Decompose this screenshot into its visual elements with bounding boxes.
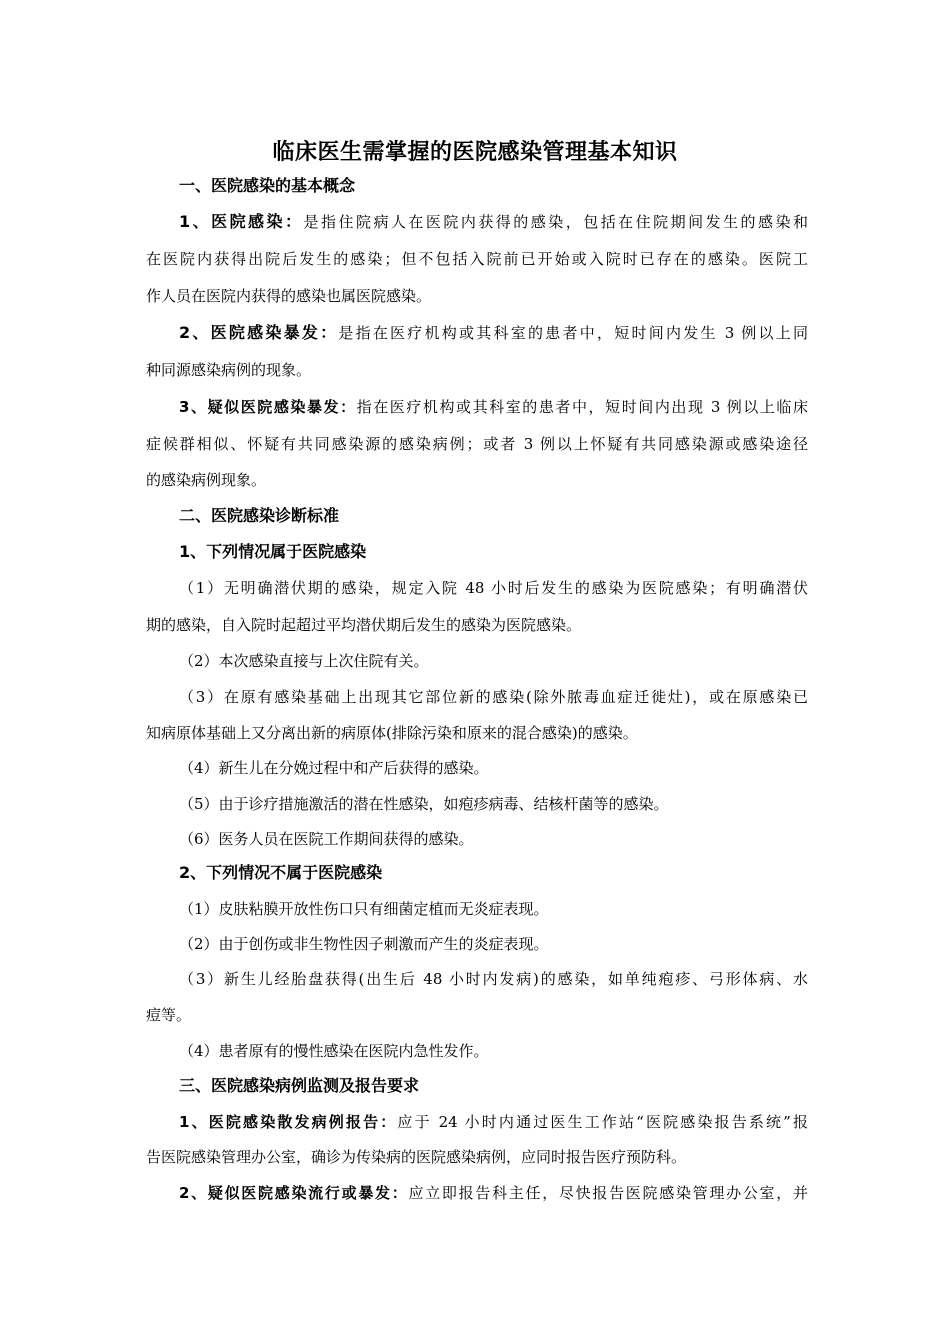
paragraph-3-line-1 — [179, 396, 808, 418]
report-1-line-1 — [179, 1111, 808, 1133]
paragraph-1-line-2: 在医院内获得出院后发生的感染；但不包括入院前已开始或入院时已存在的感染。医院工 — [146, 250, 808, 268]
section-heading-1: 一、医院感染的基本概念 — [179, 176, 356, 195]
paragraph-1-line-3: 作人员在医院内获得的感染也属医院感染。 — [146, 287, 432, 305]
paragraph-2-line-1 — [179, 322, 808, 344]
term-suspected-outbreak: 3、疑似医院感染暴发： — [179, 398, 357, 416]
criteria-3-line-2: 知病原体基础上又分离出新的病原体(排除污染和原来的混合感染)的感染。 — [146, 724, 638, 742]
subsection-heading-2-2: 2、下列情况不属于医院感染 — [179, 863, 383, 882]
criteria-1-line-2: 期的感染，自入院时起超过平均潜伏期后发生的感染为医院感染。 — [146, 616, 582, 634]
criteria-3-line-1: （3）在原有感染基础上出现其它部位新的感染(除外脓毒血症迁徙灶)，或在原感染已 — [179, 688, 808, 706]
paragraph-3-line-3: 的感染病例现象。 — [146, 471, 267, 489]
criteria-1-line-1: （1）无明确潜伏期的感染，规定入院 48 小时后发生的感染为医院感染；有明确潜伏 — [179, 579, 808, 597]
exclusion-4: （4）患者原有的慢性感染在医院内急性发作。 — [179, 1042, 489, 1060]
term-sporadic-report: 1、医院感染散发病例报告： — [179, 1113, 398, 1131]
subsection-heading-2-1: 1、下列情况属于医院感染 — [179, 542, 367, 561]
paragraph-3-line-2: 症候群相似、怀疑有共同感染源的感染病例；或者 3 例以上怀疑有共同感染源或感染途径 — [146, 435, 808, 453]
term-hospital-infection: 1、医院感染： — [179, 212, 304, 231]
term-suspected-outbreak-report: 2、疑似医院感染流行或暴发： — [179, 1184, 409, 1202]
exclusion-1: （1）皮肤粘膜开放性伤口只有细菌定植而无炎症表现。 — [179, 900, 549, 918]
text-span: 应立即报告科主任，尽快报告医院感染管理办公室，并 — [408, 1184, 808, 1202]
criteria-4: （4）新生儿在分娩过程中和产后获得的感染。 — [179, 759, 489, 777]
section-heading-3: 三、医院感染病例监测及报告要求 — [179, 1076, 420, 1095]
paragraph-2-line-2: 种同源感染病例的现象。 — [146, 361, 312, 379]
exclusion-3-line-2: 痘等。 — [146, 1006, 192, 1024]
report-1-line-2: 告医院感染管理办公室，确诊为传染病的医院感染病例，应同时报告医疗预防科。 — [146, 1148, 687, 1166]
report-2-line-1 — [179, 1182, 808, 1204]
term-outbreak: 2、医院感染暴发： — [179, 323, 339, 342]
section-heading-2: 二、医院感染诊断标准 — [179, 506, 340, 525]
text-span: 是指在医疗机构或其科室的患者中，短时间内发生 3 例以上同 — [338, 324, 808, 342]
text-span: 指在医疗机构或其科室的患者中，短时间内出现 3 例以上临床 — [356, 398, 808, 416]
exclusion-3-line-1: （3）新生儿经胎盘获得(出生后 48 小时内发病)的感染，如单纯疱疹、弓形体病、水 — [179, 970, 808, 988]
criteria-6: （6）医务人员在医院工作期间获得的感染。 — [179, 830, 474, 848]
document-title: 临床医生需掌握的医院感染管理基本知识 — [272, 140, 678, 165]
text-span: 应于 24 小时内通过医生工作站“医院感染报告系统”报 — [397, 1113, 808, 1131]
exclusion-2: （2）由于创伤或非生物性因子刺激而产生的炎症表现。 — [179, 935, 549, 953]
criteria-2: （2）本次感染直接与上次住院有关。 — [179, 652, 429, 670]
criteria-5: （5）由于诊疗措施激活的潜在性感染，如疱疹病毒、结核杆菌等的感染。 — [179, 795, 669, 813]
paragraph-1-line-1 — [179, 211, 808, 233]
text-span: 是指住院病人在医院内获得的感染，包括在住院期间发生的感染和 — [303, 213, 808, 231]
